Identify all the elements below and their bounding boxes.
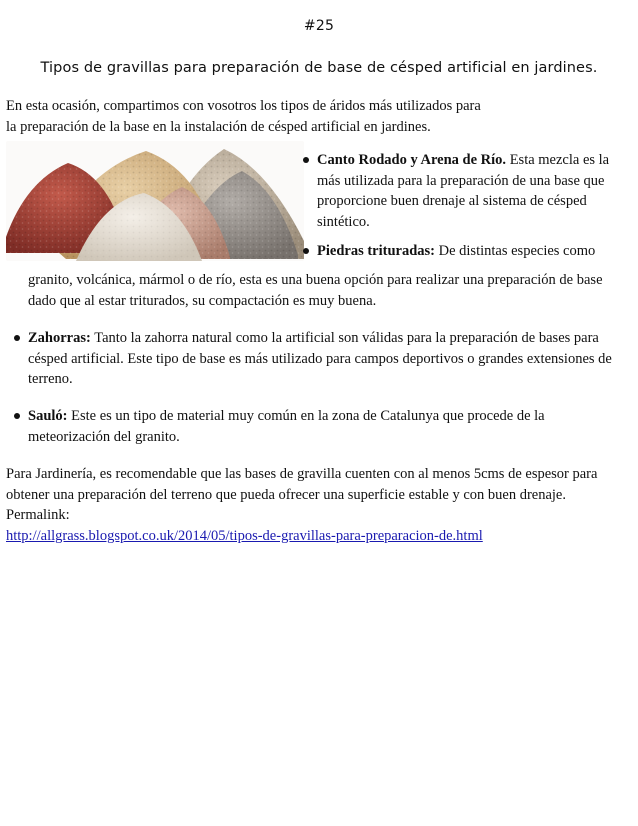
list-item-zahorras — [10, 328, 632, 390]
item-term: Canto Rodado y Arena de Río. — [317, 152, 507, 168]
aggregate-list-saulo — [10, 406, 632, 447]
item-text: De distintas especies como — [438, 243, 596, 259]
closing-paragraph — [6, 464, 632, 546]
permalink-row — [6, 505, 632, 546]
item-text: Esta mezcla es la — [509, 152, 610, 168]
permalink-label: Permalink: — [6, 507, 70, 523]
page-number: #25 — [303, 18, 335, 34]
bullet-icon — [14, 413, 20, 419]
intro-line: la preparación de la base en la instalación de césped artificial en jardines. — [6, 118, 431, 135]
item-text: sintético. — [317, 213, 370, 230]
gravel-piles-image — [6, 141, 304, 261]
item-text: Tanto la zahorra natural como la artificial son válidas para la preparación de bases para — [94, 330, 599, 346]
list-item-canto-rodado — [300, 150, 620, 232]
item-text: meteorización del granito. — [28, 428, 180, 445]
item-text: Este es un tipo de material muy común en la zona de Catalunya que procede de la — [71, 408, 545, 424]
piedras-trituradas-continuation — [28, 270, 628, 311]
intro-line: En esta ocasión, compartimos con vosotros los tipos de áridos más utilizados para — [6, 98, 481, 114]
item-text: dado que al estar triturados, su compactación es muy buena. — [28, 292, 377, 309]
item-term: Sauló: — [28, 408, 68, 424]
list-item-piedras-trituradas — [300, 241, 620, 262]
page-title: Tipos de gravillas para preparación de base de césped artificial en jardines. — [40, 60, 598, 76]
aggregate-list-zahorras — [10, 328, 632, 390]
item-text: más utilizada para la preparación de una base que — [317, 172, 605, 189]
closing-line: obtener una preparación del terreno que pueda ofrecer una superficie estable y con buen drenaje. — [6, 486, 566, 503]
aggregate-list-right — [300, 150, 620, 262]
bullet-icon — [14, 335, 20, 341]
bullet-icon — [303, 157, 309, 163]
item-text: granito, volcánica, mármol o de río, esta es una buena opción para realizar una preparación de base — [28, 272, 603, 288]
item-term: Piedras trituradas: — [317, 243, 435, 259]
item-text: terreno. — [28, 371, 73, 387]
item-text: césped artificial. Este tipo de base es más utilizado para campos deportivos o grandes extensiones de — [28, 350, 612, 367]
item-text: proporcione buen drenaje al sistema de césped — [317, 193, 587, 209]
bullet-icon — [303, 248, 309, 254]
closing-line: Para Jardinería, es recomendable que las bases de gravilla cuenten con al menos 5cms de espesor para — [6, 466, 598, 482]
item-term: Zahorras: — [28, 330, 91, 346]
permalink-link[interactable]: http://allgrass.blogspot.co.uk/2014/05/tipos-de-gravillas-para-preparacion-de.html — [6, 527, 483, 544]
intro-paragraph — [6, 96, 606, 137]
list-item-saulo — [10, 406, 632, 447]
